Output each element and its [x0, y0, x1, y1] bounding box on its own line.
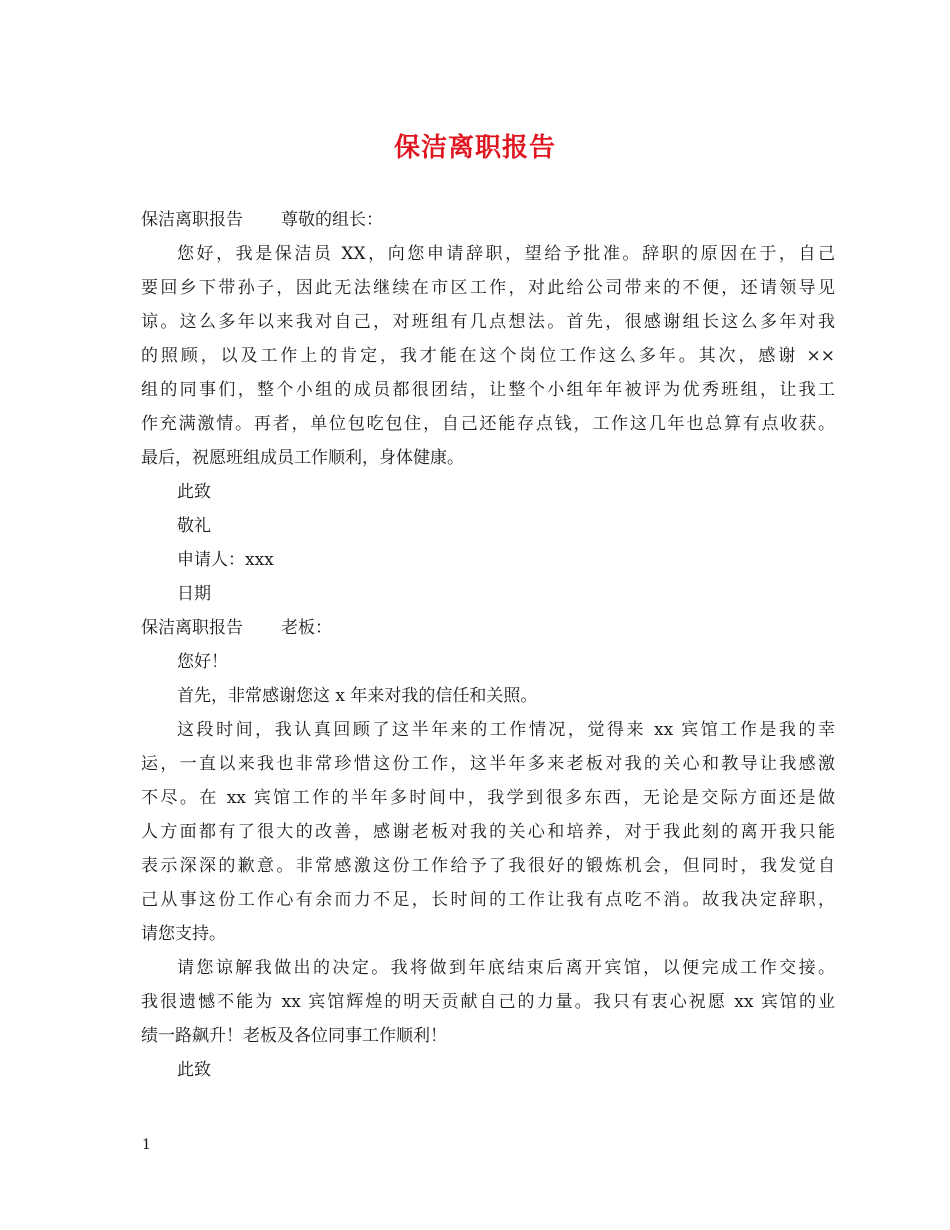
- letter1-salutation: 尊敬的组长：: [281, 210, 383, 230]
- letter2-para2-line: 请您支持。: [141, 924, 226, 944]
- letter2-para2-line: 不尽。在 xx 宾馆工作的半年多时间中，我学到很多东西，无论是交际方面还是做: [141, 788, 835, 808]
- letter2-para3-line: 请您谅解我做出的决定。我将做到年底结束后离开宾馆，以便完成工作交接。: [177, 958, 835, 978]
- letter2-para3-line: 我很遗憾不能为 xx 宾馆辉煌的明天贡献自己的力量。我只有衷心祝愿 xx 宾馆的业: [141, 992, 835, 1012]
- letter1-body-line: 作充满激情。再者，单位包吃包住，自己还能存点钱，工作这几年也总算有点收获。: [141, 414, 835, 434]
- letter1-closing-1: 此致: [177, 482, 211, 502]
- letter1-body-line: 要回乡下带孙子，因此无法继续在市区工作，对此给公司带来的不便，还请领导见: [141, 278, 835, 298]
- letter2-closing-1: 此致: [177, 1060, 211, 1080]
- letter1-body-line: 谅。这么多年以来我对自己，对班组有几点想法。首先，很感谢组长这么多年对我: [141, 312, 835, 332]
- letter1-date: 日期: [177, 584, 211, 604]
- letter2-heading-line: [141, 611, 835, 645]
- letter1-applicant: 申请人：xxx: [177, 550, 274, 570]
- letter1-body-line: 您好，我是保洁员 XX，向您申请辞职，望给予批准。辞职的原因在于，自己: [177, 244, 835, 264]
- letter2-para2-line: 人方面都有了很大的改善，感谢老板对我的关心和培养，对于我此刻的离开我只能: [141, 822, 835, 842]
- letter1-heading-line: [141, 203, 835, 237]
- letter2-para2-line: 己从事这份工作心有余而力不足，长时间的工作让我有点吃不消。故我决定辞职，: [141, 890, 835, 910]
- page-number: 1: [142, 1137, 151, 1153]
- letter2-header-label: 保洁离职报告: [141, 618, 243, 638]
- letter2-para2-line: 运，一直以来我也非常珍惜这份工作，这半年多来老板对我的关心和教导让我感激: [141, 754, 835, 774]
- letter2-salutation: 老板：: [281, 618, 332, 638]
- document-body: [141, 203, 835, 1087]
- letter1-body-line: 的照顾，以及工作上的肯定，我才能在这个岗位工作这么多年。其次，感谢 ××: [141, 346, 835, 366]
- letter2-para2-line: 这段时间，我认真回顾了这半年来的工作情况，觉得来 xx 宾馆工作是我的幸: [177, 720, 835, 740]
- letter1-body-line: 组的同事们，整个小组的成员都很团结，让整个小组年年被评为优秀班组，让我工: [141, 380, 835, 400]
- letter2-para2-line: 表示深深的歉意。非常感激这份工作给予了我很好的锻炼机会，但同时，我发觉自: [141, 856, 835, 876]
- letter2-para3-line: 绩一路飙升！老板及各位同事工作顺利！: [141, 1026, 447, 1046]
- letter1-body-line: 最后，祝愿班组成员工作顺利，身体健康。: [141, 448, 464, 468]
- letter1-header-label: 保洁离职报告: [141, 210, 243, 230]
- letter1-closing-2: 敬礼: [177, 516, 211, 536]
- document-title: 保洁离职报告: [393, 133, 556, 163]
- letter2-para1: 首先，非常感谢您这 x 年来对我的信任和关照。: [177, 686, 538, 706]
- letter2-greeting: 您好！: [177, 652, 228, 672]
